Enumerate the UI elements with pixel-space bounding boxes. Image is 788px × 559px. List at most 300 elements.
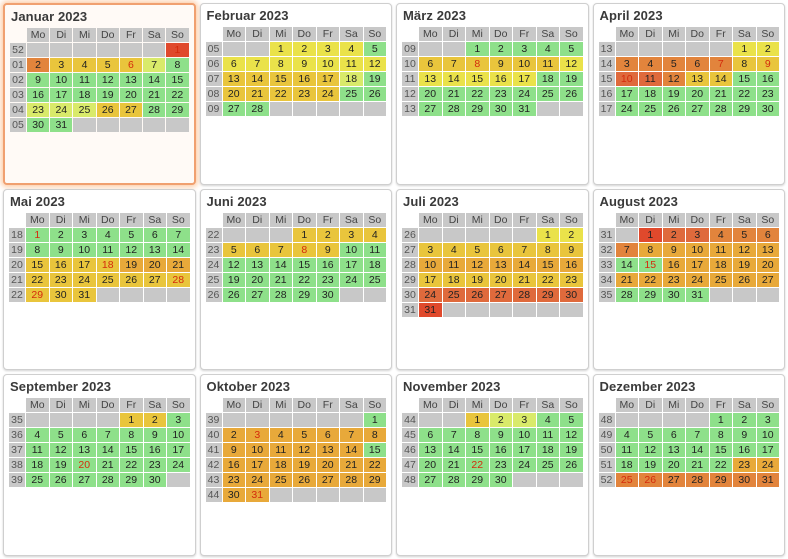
day-cell[interactable]: 2 — [50, 228, 73, 242]
day-cell[interactable]: 26 — [560, 458, 583, 472]
day-cell[interactable]: 27 — [223, 102, 246, 116]
day-cell[interactable]: 18 — [364, 258, 387, 272]
day-cell[interactable]: 15 — [639, 258, 662, 272]
day-cell[interactable]: 10 — [340, 243, 363, 257]
day-cell[interactable]: 5 — [466, 243, 489, 257]
day-cell[interactable]: 26 — [50, 473, 73, 487]
day-cell[interactable]: 29 — [293, 288, 316, 302]
day-cell[interactable]: 29 — [364, 473, 387, 487]
day-cell[interactable]: 13 — [223, 72, 246, 86]
day-cell[interactable]: 27 — [419, 102, 442, 116]
day-cell[interactable]: 1 — [270, 42, 293, 56]
day-cell[interactable]: 29 — [26, 288, 49, 302]
day-cell[interactable]: 13 — [419, 443, 442, 457]
day-cell[interactable]: 30 — [560, 288, 583, 302]
day-cell[interactable]: 30 — [50, 288, 73, 302]
day-cell[interactable]: 1 — [293, 228, 316, 242]
day-cell[interactable]: 11 — [639, 72, 662, 86]
day-cell[interactable]: 14 — [443, 72, 466, 86]
day-cell[interactable]: 17 — [340, 258, 363, 272]
day-cell[interactable]: 9 — [560, 243, 583, 257]
day-cell[interactable]: 27 — [757, 273, 780, 287]
day-cell[interactable]: 11 — [340, 57, 363, 71]
day-cell[interactable]: 1 — [120, 413, 143, 427]
day-cell[interactable]: 16 — [50, 258, 73, 272]
day-cell[interactable]: 9 — [27, 73, 49, 87]
day-cell[interactable]: 9 — [733, 428, 756, 442]
day-cell[interactable]: 25 — [340, 87, 363, 101]
day-cell[interactable]: 8 — [26, 243, 49, 257]
day-cell[interactable]: 5 — [663, 57, 686, 71]
day-cell[interactable]: 24 — [167, 458, 190, 472]
day-cell[interactable]: 25 — [710, 273, 733, 287]
day-cell[interactable]: 31 — [73, 288, 96, 302]
day-cell[interactable]: 2 — [560, 228, 583, 242]
day-cell[interactable]: 22 — [466, 87, 489, 101]
day-cell[interactable]: 23 — [663, 273, 686, 287]
day-cell[interactable]: 24 — [513, 87, 536, 101]
day-cell[interactable]: 18 — [537, 72, 560, 86]
day-cell[interactable]: 29 — [166, 103, 188, 117]
day-cell[interactable]: 16 — [663, 258, 686, 272]
day-cell[interactable]: 18 — [270, 458, 293, 472]
day-cell[interactable]: 28 — [143, 103, 165, 117]
day-cell[interactable]: 10 — [616, 72, 639, 86]
day-cell[interactable]: 22 — [466, 458, 489, 472]
day-cell[interactable]: 28 — [246, 102, 269, 116]
day-cell[interactable]: 26 — [733, 273, 756, 287]
day-cell[interactable]: 30 — [223, 488, 246, 502]
day-cell[interactable]: 19 — [466, 273, 489, 287]
day-cell[interactable]: 22 — [270, 87, 293, 101]
day-cell[interactable]: 24 — [513, 458, 536, 472]
day-cell[interactable]: 6 — [73, 428, 96, 442]
day-cell[interactable]: 20 — [73, 458, 96, 472]
day-cell[interactable]: 20 — [757, 258, 780, 272]
day-cell[interactable]: 25 — [639, 102, 662, 116]
day-cell[interactable]: 27 — [120, 103, 142, 117]
day-cell[interactable]: 2 — [27, 58, 49, 72]
day-cell[interactable]: 7 — [143, 58, 165, 72]
day-cell[interactable]: 30 — [663, 288, 686, 302]
day-cell[interactable]: 16 — [733, 443, 756, 457]
day-cell[interactable]: 30 — [733, 473, 756, 487]
day-cell[interactable]: 29 — [537, 288, 560, 302]
day-cell[interactable]: 4 — [26, 428, 49, 442]
day-cell[interactable]: 28 — [97, 473, 120, 487]
day-cell[interactable]: 15 — [466, 443, 489, 457]
day-cell[interactable]: 23 — [223, 473, 246, 487]
day-cell[interactable]: 14 — [513, 258, 536, 272]
day-cell[interactable]: 15 — [466, 72, 489, 86]
day-cell[interactable]: 14 — [710, 72, 733, 86]
day-cell[interactable]: 18 — [537, 443, 560, 457]
day-cell[interactable]: 25 — [537, 458, 560, 472]
day-cell[interactable]: 21 — [513, 273, 536, 287]
day-cell[interactable]: 24 — [419, 288, 442, 302]
day-cell[interactable]: 8 — [639, 243, 662, 257]
day-cell[interactable]: 4 — [443, 243, 466, 257]
day-cell[interactable]: 7 — [686, 428, 709, 442]
day-cell[interactable]: 5 — [560, 42, 583, 56]
day-cell[interactable]: 21 — [97, 458, 120, 472]
day-cell[interactable]: 17 — [50, 88, 72, 102]
day-cell[interactable]: 24 — [616, 102, 639, 116]
day-cell[interactable]: 10 — [686, 243, 709, 257]
day-cell[interactable]: 23 — [733, 458, 756, 472]
day-cell[interactable]: 12 — [120, 243, 143, 257]
day-cell[interactable]: 9 — [293, 57, 316, 71]
day-cell[interactable]: 22 — [710, 458, 733, 472]
day-cell[interactable]: 5 — [50, 428, 73, 442]
day-cell[interactable]: 9 — [223, 443, 246, 457]
day-cell[interactable]: 11 — [364, 243, 387, 257]
day-cell[interactable]: 4 — [270, 428, 293, 442]
day-cell[interactable]: 8 — [166, 58, 188, 72]
day-cell[interactable]: 8 — [270, 57, 293, 71]
day-cell[interactable]: 15 — [26, 258, 49, 272]
day-cell[interactable]: 7 — [167, 228, 190, 242]
day-cell[interactable]: 21 — [340, 458, 363, 472]
day-cell[interactable]: 3 — [317, 42, 340, 56]
day-cell[interactable]: 16 — [757, 72, 780, 86]
day-cell[interactable]: 30 — [317, 288, 340, 302]
day-cell[interactable]: 26 — [466, 288, 489, 302]
day-cell[interactable]: 6 — [317, 428, 340, 442]
day-cell[interactable]: 11 — [270, 443, 293, 457]
day-cell[interactable]: 16 — [560, 258, 583, 272]
day-cell[interactable]: 10 — [757, 428, 780, 442]
day-cell[interactable]: 6 — [144, 228, 167, 242]
day-cell[interactable]: 16 — [293, 72, 316, 86]
day-cell[interactable]: 7 — [270, 243, 293, 257]
day-cell[interactable]: 19 — [120, 258, 143, 272]
day-cell[interactable]: 27 — [144, 273, 167, 287]
day-cell[interactable]: 2 — [733, 413, 756, 427]
day-cell[interactable]: 26 — [364, 87, 387, 101]
day-cell[interactable]: 30 — [757, 102, 780, 116]
day-cell[interactable]: 20 — [419, 458, 442, 472]
day-cell[interactable]: 9 — [663, 243, 686, 257]
day-cell[interactable]: 26 — [560, 87, 583, 101]
day-cell[interactable]: 25 — [364, 273, 387, 287]
day-cell[interactable]: 17 — [419, 273, 442, 287]
day-cell[interactable]: 16 — [223, 458, 246, 472]
day-cell[interactable]: 4 — [537, 413, 560, 427]
day-cell[interactable]: 16 — [144, 443, 167, 457]
day-cell[interactable]: 25 — [73, 103, 95, 117]
day-cell[interactable]: 18 — [443, 273, 466, 287]
day-cell[interactable]: 15 — [364, 443, 387, 457]
day-cell[interactable]: 11 — [616, 443, 639, 457]
day-cell[interactable]: 27 — [317, 473, 340, 487]
day-cell[interactable]: 5 — [560, 413, 583, 427]
day-cell[interactable]: 9 — [757, 57, 780, 71]
day-cell[interactable]: 5 — [733, 228, 756, 242]
day-cell[interactable]: 19 — [733, 258, 756, 272]
day-cell[interactable]: 6 — [757, 228, 780, 242]
day-cell[interactable]: 10 — [167, 428, 190, 442]
day-cell[interactable]: 19 — [364, 72, 387, 86]
day-cell[interactable]: 4 — [639, 57, 662, 71]
day-cell[interactable]: 8 — [710, 428, 733, 442]
day-cell[interactable]: 7 — [443, 428, 466, 442]
day-cell[interactable]: 12 — [50, 443, 73, 457]
day-cell[interactable]: 23 — [490, 458, 513, 472]
day-cell[interactable]: 10 — [246, 443, 269, 457]
day-cell[interactable]: 21 — [246, 87, 269, 101]
day-cell[interactable]: 4 — [537, 42, 560, 56]
day-cell[interactable]: 3 — [757, 413, 780, 427]
day-cell[interactable]: 19 — [560, 443, 583, 457]
day-cell[interactable]: 2 — [490, 42, 513, 56]
day-cell[interactable]: 16 — [317, 258, 340, 272]
day-cell[interactable]: 8 — [466, 57, 489, 71]
day-cell[interactable]: 3 — [419, 243, 442, 257]
day-cell[interactable]: 14 — [686, 443, 709, 457]
day-cell[interactable]: 19 — [223, 273, 246, 287]
day-cell[interactable]: 25 — [270, 473, 293, 487]
day-cell[interactable]: 11 — [26, 443, 49, 457]
day-cell[interactable]: 16 — [490, 443, 513, 457]
day-cell[interactable]: 1 — [166, 43, 188, 57]
day-cell[interactable]: 5 — [120, 228, 143, 242]
day-cell[interactable]: 18 — [26, 458, 49, 472]
day-cell[interactable]: 5 — [97, 58, 119, 72]
day-cell[interactable]: 2 — [144, 413, 167, 427]
day-cell[interactable]: 28 — [270, 288, 293, 302]
day-cell[interactable]: 27 — [419, 473, 442, 487]
day-cell[interactable]: 23 — [144, 458, 167, 472]
day-cell[interactable]: 19 — [663, 87, 686, 101]
day-cell[interactable]: 3 — [167, 413, 190, 427]
day-cell[interactable]: 7 — [443, 57, 466, 71]
day-cell[interactable]: 11 — [73, 73, 95, 87]
day-cell[interactable]: 17 — [513, 443, 536, 457]
day-cell[interactable]: 20 — [490, 273, 513, 287]
day-cell[interactable]: 21 — [686, 458, 709, 472]
day-cell[interactable]: 31 — [50, 118, 72, 132]
day-cell[interactable]: 11 — [537, 57, 560, 71]
day-cell[interactable]: 22 — [639, 273, 662, 287]
day-cell[interactable]: 24 — [340, 273, 363, 287]
day-cell[interactable]: 11 — [443, 258, 466, 272]
day-cell[interactable]: 22 — [537, 273, 560, 287]
day-cell[interactable]: 31 — [513, 102, 536, 116]
day-cell[interactable]: 15 — [270, 72, 293, 86]
day-cell[interactable]: 20 — [686, 87, 709, 101]
day-cell[interactable]: 10 — [73, 243, 96, 257]
day-cell[interactable]: 1 — [710, 413, 733, 427]
day-cell[interactable]: 28 — [513, 288, 536, 302]
day-cell[interactable]: 23 — [27, 103, 49, 117]
day-cell[interactable]: 28 — [443, 473, 466, 487]
day-cell[interactable]: 3 — [246, 428, 269, 442]
day-cell[interactable]: 3 — [616, 57, 639, 71]
day-cell[interactable]: 8 — [293, 243, 316, 257]
day-cell[interactable]: 13 — [73, 443, 96, 457]
day-cell[interactable]: 14 — [143, 73, 165, 87]
day-cell[interactable]: 3 — [686, 228, 709, 242]
day-cell[interactable]: 19 — [97, 88, 119, 102]
day-cell[interactable]: 27 — [490, 288, 513, 302]
day-cell[interactable]: 24 — [317, 87, 340, 101]
day-cell[interactable]: 12 — [293, 443, 316, 457]
day-cell[interactable]: 25 — [443, 288, 466, 302]
day-cell[interactable]: 4 — [97, 228, 120, 242]
day-cell[interactable]: 9 — [317, 243, 340, 257]
day-cell[interactable]: 20 — [419, 87, 442, 101]
day-cell[interactable]: 7 — [246, 57, 269, 71]
day-cell[interactable]: 13 — [663, 443, 686, 457]
day-cell[interactable]: 4 — [73, 58, 95, 72]
day-cell[interactable]: 4 — [340, 42, 363, 56]
day-cell[interactable]: 29 — [120, 473, 143, 487]
day-cell[interactable]: 29 — [466, 473, 489, 487]
day-cell[interactable]: 13 — [246, 258, 269, 272]
day-cell[interactable]: 8 — [537, 243, 560, 257]
day-cell[interactable]: 3 — [50, 58, 72, 72]
day-cell[interactable]: 5 — [293, 428, 316, 442]
day-cell[interactable]: 14 — [246, 72, 269, 86]
day-cell[interactable]: 12 — [733, 243, 756, 257]
day-cell[interactable]: 6 — [419, 57, 442, 71]
day-cell[interactable]: 12 — [364, 57, 387, 71]
day-cell[interactable]: 26 — [639, 473, 662, 487]
day-cell[interactable]: 10 — [317, 57, 340, 71]
day-cell[interactable]: 31 — [686, 288, 709, 302]
day-cell[interactable]: 13 — [317, 443, 340, 457]
day-cell[interactable]: 30 — [144, 473, 167, 487]
day-cell[interactable]: 8 — [466, 428, 489, 442]
day-cell[interactable]: 26 — [97, 103, 119, 117]
day-cell[interactable]: 15 — [120, 443, 143, 457]
day-cell[interactable]: 20 — [144, 258, 167, 272]
day-cell[interactable]: 10 — [513, 57, 536, 71]
day-cell[interactable]: 8 — [733, 57, 756, 71]
day-cell[interactable]: 9 — [50, 243, 73, 257]
day-cell[interactable]: 18 — [639, 87, 662, 101]
day-cell[interactable]: 17 — [757, 443, 780, 457]
day-cell[interactable]: 27 — [663, 473, 686, 487]
day-cell[interactable]: 11 — [537, 428, 560, 442]
day-cell[interactable]: 20 — [246, 273, 269, 287]
day-cell[interactable]: 28 — [710, 102, 733, 116]
day-cell[interactable]: 13 — [120, 73, 142, 87]
day-cell[interactable]: 31 — [757, 473, 780, 487]
day-cell[interactable]: 10 — [419, 258, 442, 272]
day-cell[interactable]: 26 — [293, 473, 316, 487]
day-cell[interactable]: 12 — [560, 428, 583, 442]
day-cell[interactable]: 8 — [364, 428, 387, 442]
day-cell[interactable]: 6 — [246, 243, 269, 257]
day-cell[interactable]: 7 — [513, 243, 536, 257]
day-cell[interactable]: 26 — [663, 102, 686, 116]
day-cell[interactable]: 11 — [97, 243, 120, 257]
day-cell[interactable]: 27 — [73, 473, 96, 487]
day-cell[interactable]: 23 — [317, 273, 340, 287]
day-cell[interactable]: 13 — [419, 72, 442, 86]
day-cell[interactable]: 25 — [537, 87, 560, 101]
day-cell[interactable]: 6 — [419, 428, 442, 442]
day-cell[interactable]: 2 — [317, 228, 340, 242]
day-cell[interactable]: 29 — [733, 102, 756, 116]
day-cell[interactable]: 25 — [26, 473, 49, 487]
day-cell[interactable]: 18 — [616, 458, 639, 472]
day-cell[interactable]: 4 — [710, 228, 733, 242]
day-cell[interactable]: 29 — [466, 102, 489, 116]
day-cell[interactable]: 12 — [560, 57, 583, 71]
day-cell[interactable]: 1 — [466, 413, 489, 427]
day-cell[interactable]: 15 — [710, 443, 733, 457]
day-cell[interactable]: 17 — [513, 72, 536, 86]
day-cell[interactable]: 20 — [120, 88, 142, 102]
day-cell[interactable]: 25 — [616, 473, 639, 487]
day-cell[interactable]: 14 — [340, 443, 363, 457]
day-cell[interactable]: 13 — [757, 243, 780, 257]
day-cell[interactable]: 2 — [223, 428, 246, 442]
day-cell[interactable]: 7 — [616, 243, 639, 257]
day-cell[interactable]: 28 — [167, 273, 190, 287]
day-cell[interactable]: 27 — [246, 288, 269, 302]
day-cell[interactable]: 24 — [686, 273, 709, 287]
day-cell[interactable]: 2 — [293, 42, 316, 56]
day-cell[interactable]: 23 — [560, 273, 583, 287]
day-cell[interactable]: 21 — [143, 88, 165, 102]
day-cell[interactable]: 26 — [120, 273, 143, 287]
day-cell[interactable]: 3 — [513, 42, 536, 56]
day-cell[interactable]: 22 — [26, 273, 49, 287]
day-cell[interactable]: 24 — [50, 103, 72, 117]
day-cell[interactable]: 1 — [639, 228, 662, 242]
day-cell[interactable]: 31 — [246, 488, 269, 502]
day-cell[interactable]: 24 — [246, 473, 269, 487]
day-cell[interactable]: 10 — [50, 73, 72, 87]
day-cell[interactable]: 5 — [364, 42, 387, 56]
day-cell[interactable]: 24 — [73, 273, 96, 287]
day-cell[interactable]: 26 — [223, 288, 246, 302]
day-cell[interactable]: 1 — [466, 42, 489, 56]
day-cell[interactable]: 20 — [223, 87, 246, 101]
day-cell[interactable]: 22 — [364, 458, 387, 472]
day-cell[interactable]: 14 — [270, 258, 293, 272]
day-cell[interactable]: 20 — [663, 458, 686, 472]
day-cell[interactable]: 22 — [293, 273, 316, 287]
day-cell[interactable]: 28 — [616, 288, 639, 302]
day-cell[interactable]: 14 — [167, 243, 190, 257]
day-cell[interactable]: 12 — [223, 258, 246, 272]
day-cell[interactable]: 15 — [293, 258, 316, 272]
day-cell[interactable]: 2 — [663, 228, 686, 242]
day-cell[interactable]: 19 — [50, 458, 73, 472]
day-cell[interactable]: 5 — [223, 243, 246, 257]
day-cell[interactable]: 9 — [490, 57, 513, 71]
day-cell[interactable]: 2 — [757, 42, 780, 56]
day-cell[interactable]: 17 — [686, 258, 709, 272]
day-cell[interactable]: 21 — [443, 87, 466, 101]
day-cell[interactable]: 17 — [616, 87, 639, 101]
day-cell[interactable]: 17 — [73, 258, 96, 272]
day-cell[interactable]: 15 — [733, 72, 756, 86]
day-cell[interactable]: 4 — [364, 228, 387, 242]
day-cell[interactable]: 23 — [757, 87, 780, 101]
day-cell[interactable]: 21 — [710, 87, 733, 101]
day-cell[interactable]: 13 — [144, 243, 167, 257]
day-cell[interactable]: 16 — [27, 88, 49, 102]
day-cell[interactable]: 17 — [246, 458, 269, 472]
day-cell[interactable]: 28 — [340, 473, 363, 487]
day-cell[interactable]: 12 — [466, 258, 489, 272]
